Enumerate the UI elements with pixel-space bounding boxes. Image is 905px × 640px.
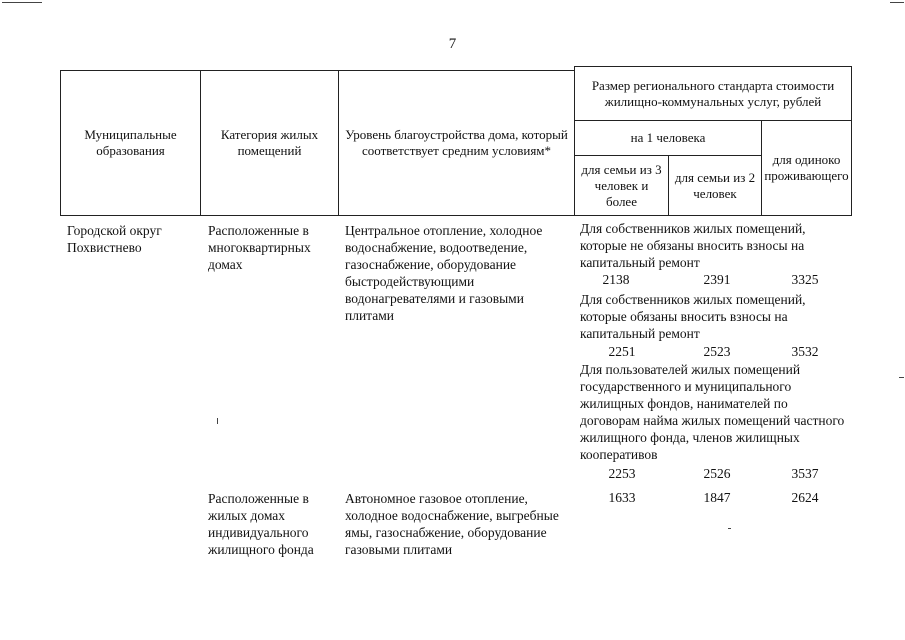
value-single: 2624: [791, 490, 819, 505]
header-standard: Размер регионального стандарта стоимости жилищно-коммунальных услуг, рублей: [574, 66, 852, 121]
municipality-name: Городской округ Похвистнево: [67, 223, 162, 255]
group-label-no-capital-repair: Для собственников жилых помещений, которые не обязаны вносить взносы на капитальный ремонт: [580, 221, 806, 270]
scan-speck: [728, 528, 731, 529]
value-family3: 2251: [608, 344, 636, 359]
category-individual-houses: Расположенные в жилых домах индивидуального жилищного фонда: [208, 491, 314, 557]
value-family2: 1847: [703, 490, 731, 505]
value-single: 3532: [791, 344, 819, 359]
header-family3: для семьи из 3 человек и более: [574, 155, 669, 216]
amenity-level-individual: Автономное газовое отопление, холодное водоснабжение, выгребные ямы, газоснабжение, оборудование газовыми плитами: [345, 491, 559, 557]
amenity-level-apartment: Центральное отопление, холодное водоснабжение, водоотведение, газоснабжение, оборудование быстродействующими водонагревателями и газовыми плитами: [345, 223, 543, 323]
header-category: Категория жилых помещений: [200, 70, 339, 216]
header-single: для одиноко проживающего: [761, 120, 852, 216]
group-label-tenants: Для пользователей жилых помещений государственного и муниципального жилищных фондов, нанимателей по договорам найма жилых помещений частного жилищного фонда, членов жилищных кооперативов: [580, 362, 845, 462]
value-single: 3325: [791, 272, 819, 287]
value-family3: 2138: [602, 272, 630, 287]
value-family2: 2523: [703, 344, 731, 359]
scan-speck: [2, 2, 42, 3]
value-family3: 1633: [608, 490, 636, 505]
header-family2: для семьи из 2 человек: [668, 155, 762, 216]
scan-speck: [217, 418, 218, 424]
value-family2: 2526: [703, 466, 731, 481]
scan-speck: [890, 2, 904, 3]
value-family2: 2391: [703, 272, 731, 287]
value-family3: 2253: [608, 466, 636, 481]
scan-speck: [899, 377, 904, 378]
header-per-person: на 1 человека: [574, 120, 762, 156]
page-number: 7: [448, 36, 457, 52]
category-apartment-buildings: Расположенные в многоквартирных домах: [208, 223, 311, 272]
group-label-capital-repair: Для собственников жилых помещений, которые обязаны вносить взносы на капитальный ремонт: [580, 292, 806, 341]
header-level: Уровень благоустройства дома, который соответствует средним условиям*: [338, 70, 575, 216]
value-single: 3537: [791, 466, 819, 481]
header-municipality: Муниципальные образования: [60, 70, 201, 216]
